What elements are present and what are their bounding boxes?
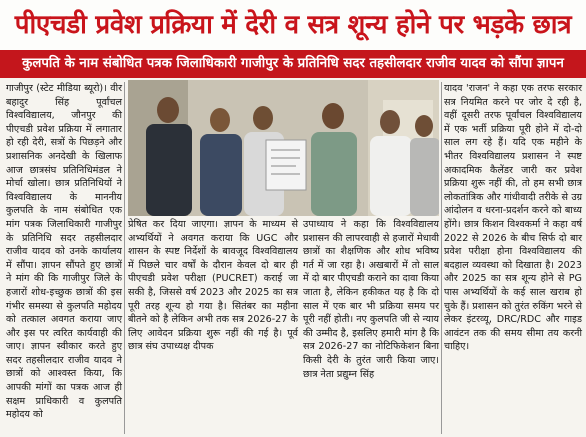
subheadline: कुलपति के नाम संबोधित पत्रक जिलाधिकारी गाजीपुर के प्रतिनिधि सदर तहसीलदार राजीव यादव को सौंपा ज्ञापन [0, 50, 586, 78]
column-divider [124, 82, 125, 434]
article-column-3: उपाध्याय ने कहा कि विश्वविद्यालय प्रशासन की लापरवाही से हजारों मेधावी छात्रों का शैक्षणिक और शोध भविष्य गर्त में जा रहा है। अखबारों में तो साल में दो बार पीएचडी कराने का दावा किया जाता है, लेकिन हकीकत यह है कि दो साल में एक बार भी प्रक्रिया समय पर पूरी नहीं होती। नए कुलपति जी से न्याय की उम्मीद है, इसलिए हमारी मांग है कि सत्र 2026-27 का नोटिफिकेशन बिना किसी देरी के तुरंत जारी किया जाए। छात्र नेता प्रद्युम्न सिंह [303, 219, 439, 380]
article-column-2: प्रेषित कर दिया जाएगा। ज्ञापन के माध्यम से अभ्यर्थियों ने अवगत कराया कि UGC और शासन के स्पष्ट निर्देशों के बावजूद विश्वविद्यालय में पिछले चार वर्षों के दौरान केवल दो बार ही पीएचडी प्रवेश परीक्षा (PUCRET) कराई जा सकी है, जिससे वर्ष 2023 और 2025 का सत्र पूरी तरह शून्य हो गया है। सितंबर का महीना बीतने को है लेकिन अभी तक सत्र 2026-27 के लिए आवेदन प्रक्रिया शुरू नहीं की गई है। पूर्व छात्र संघ उपाध्यक्ष दीपक [128, 219, 298, 353]
headline: पीएचडी प्रवेश प्रक्रिया में देरी व सत्र शून्य होने पर भड़के छात्र [0, 0, 586, 50]
article-column-4: यादव 'राजन' ने कहा एक तरफ सरकार सत्र नियमित करने पर जोर दे रही है, वहीं दूसरी तरफ पूर्वांचल विश्वविद्यालय में एक भर्ती प्रक्रिया पूरी होने में दो-दो साल लग रहे हैं। यदि एक महीने के भीतर विश्वविद्यालय प्रशासन ने स्पष्ट अकादमिक कैलेंडर जारी कर प्रवेश प्रक्रिया शुरू नहीं की, तो हम सभी छात्र लोकतांत्रिक और गांधीवादी तरीके से उग्र आंदोलन व धरना-प्रदर्शन करने को बाध्य होंगे। छात्र किशन विश्वकर्मा ने कहा वर्ष 2022 से 2026 के बीच सिर्फ दो बार प्रवेश परीक्षा होना विश्वविद्यालय की बदहाल व्यवस्था को दिखाता है। 2023 और 2025 का सत्र शून्य होने से PG पास अभ्यर्थियों के कई साल खराब हो चुके हैं। प्रशासन को तुरंत रुकिंग भरने से लेकर इंटरव्यू, DRC/RDC और गाइड आवंटन तक की समय सीमा तय करनी चाहिए। [444, 83, 582, 353]
article-column-1: गाजीपुर (स्टेट मीडिया ब्यूरो)। वीर बहादुर सिंह पूर्वांचल विश्वविद्यालय, जौनपुर की पीएचडी प्रवेश प्रक्रिया में लगातार हो रही देरी, सत्रों के पिछड़ने और प्रशासनिक अनदेखी के खिलाफ आज छात्रसंघ प्रतिनिधिमंडल ने मोर्चा खोला। छात्र प्रतिनिधियों ने विश्वविद्यालय के माननीय कुलपति के नाम संबोधित एक मांग पत्रक जिलाधिकारी गाजीपुर के प्रतिनिधि सदर तहसीलदार राजीव यादव को उनके कार्यालय में सौंपा। ज्ञापन सौंपते हुए छात्रों ने मांग की कि गाजीपुर जिले के हजारों शोध-इच्छुक छात्रों की इस गंभीर समस्या से कुलपति महोदय को तत्काल अवगत कराया जाए और इस पर त्वरित कार्यवाही की जाए। ज्ञापन स्वीकार करते हुए सदर तहसीलदार राजीव यादव ने छात्रों को आश्वस्त किया, कि आपकी मांगों का पत्रक आज ही सक्षम प्राधिकारी व कुलपति महोदय को [6, 83, 122, 421]
news-photo [128, 80, 439, 216]
column-divider [441, 82, 442, 434]
photo-illustration [128, 80, 439, 216]
